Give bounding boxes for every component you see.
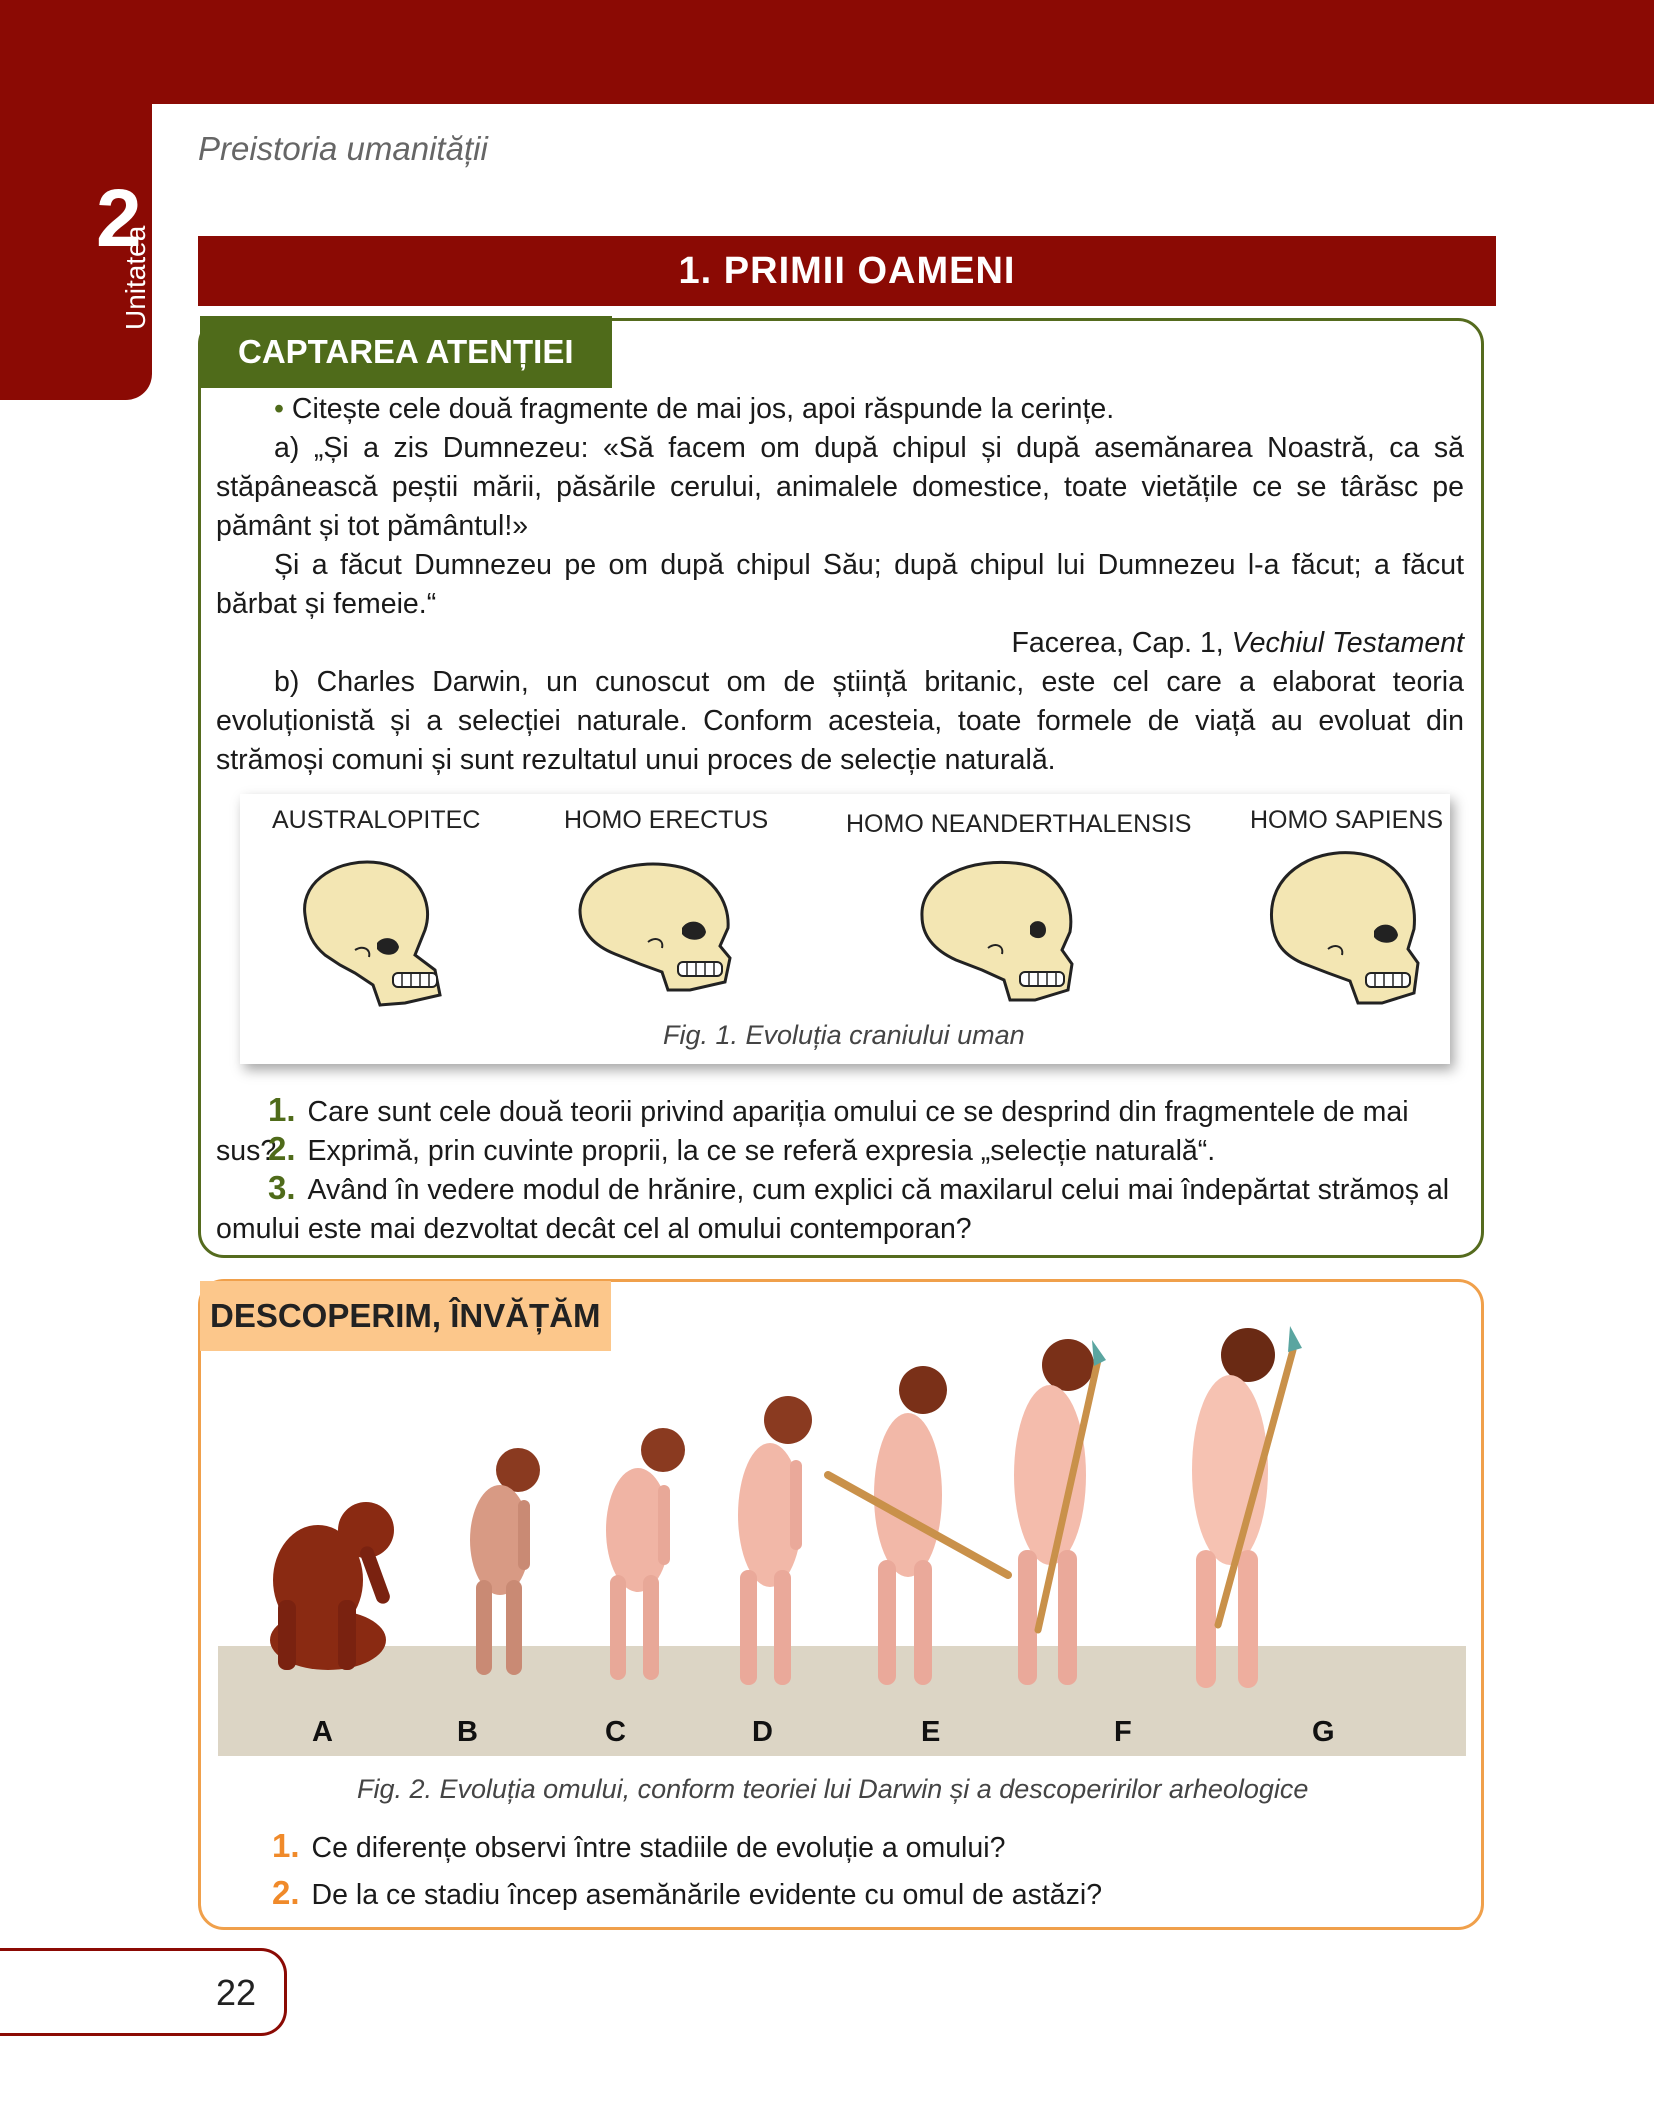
attention-section-tag: CAPTAREA ATENȚIEI <box>200 316 612 388</box>
attention-question-3 <box>216 1168 1466 1249</box>
homo-erectus-skull-illustration <box>570 850 740 1000</box>
figure-1-caption: Fig. 1. Evoluția craniului uman <box>663 1020 1025 1050</box>
stage-a-figure <box>270 1502 394 1670</box>
stage-b-figure <box>470 1448 540 1675</box>
question-number: 3. <box>268 1169 296 1206</box>
question-number: 2. <box>272 1874 300 1911</box>
skull-label-homo-erectus: HOMO ERECTUS <box>564 806 769 834</box>
question-text: Ce diferențe observi între stadiile de evoluție a omului? <box>311 1832 1006 1864</box>
intro-text: Citește cele două fragmente de mai jos, apoi răspunde la cerințe. <box>291 393 1115 425</box>
source-book: Vechiul Testament <box>1231 627 1464 659</box>
lesson-title: 1. PRIMII OAMENI <box>198 236 1496 306</box>
question-number: 2. <box>268 1130 296 1167</box>
question-text: Având în vedere modul de hrănire, cum explici că maxilarul celui mai îndepărtat strămoș al omului este mai dezvoltat decât cel al omului contemporan? <box>216 1174 1450 1245</box>
homo-sapiens-skull-illustration <box>1262 845 1427 1020</box>
stage-letter-f: F <box>1114 1716 1132 1748</box>
fragment-a-paragraph-2: Și a făcut Dumnezeu pe om după chipul Său; după chipul lui Dumnezeu l-a făcut; a făcut bărbat și femeie.“ <box>216 549 1464 620</box>
discover-question-2 <box>216 1873 1466 1915</box>
stage-letter-a: A <box>312 1716 333 1748</box>
skull-label-australopitec: AUSTRALOPITEC <box>272 806 481 834</box>
skull-label-homo-sapiens: HOMO SAPIENS <box>1250 806 1444 834</box>
unit-number: 2 <box>96 173 142 264</box>
attention-question-2 <box>216 1129 1466 1171</box>
fragment-a-source <box>216 624 1464 663</box>
intro-paragraph <box>216 390 1464 429</box>
top-bar <box>0 0 1654 104</box>
question-number: 1. <box>272 1827 300 1864</box>
source-reference: Facerea, Cap. 1, <box>1011 627 1224 659</box>
skull-label-homo-neanderthalensis: HOMO NEANDERTHALENSIS <box>846 810 1192 838</box>
stage-f-figure <box>1014 1339 1106 1685</box>
chapter-subtitle: Preistoria umanității <box>198 130 488 167</box>
discover-section-tag: DESCOPERIM, ÎNVĂȚĂM <box>200 1281 611 1351</box>
bullet-icon: • <box>274 393 284 425</box>
stage-letter-g: G <box>1312 1716 1335 1748</box>
stage-letter-d: D <box>752 1716 773 1748</box>
figure-2-caption: Fig. 2. Evoluția omului, conform teoriei lui Darwin și a descoperirilor arheologice <box>357 1774 1309 1804</box>
stage-c-figure <box>606 1428 685 1680</box>
fragment-b-paragraph: b) Charles Darwin, un cunoscut om de știință britanic, este cel care a elaborat teoria evoluționistă și a selecției naturale. Conform acesteia, toate formele de viață au evoluat din strămoși comuni și sunt rezultatul unui proces de selecție naturală. <box>216 666 1464 776</box>
question-text: Care sunt cele două teorii privind apariția omului ce se desprind din fragmentele de mai sus? <box>216 1096 1409 1167</box>
unit-label: Unitatea <box>120 225 151 330</box>
australopitec-skull-illustration <box>285 845 455 1015</box>
question-text: Exprimă, prin cuvinte proprii, la ce se referă expresia „selecție naturală“. <box>307 1135 1216 1167</box>
fragment-a-paragraph-1: a) „Și a zis Dumnezeu: «Să facem om după chipul și după asemănarea Noastră, ca să stăpânească peștii mării, păsările cerului, animalele domestice, toate vietățile ce se târăsc pe pământ și tot pământul!» <box>216 432 1464 542</box>
discover-question-1 <box>216 1826 1466 1868</box>
question-number: 1. <box>268 1091 296 1128</box>
human-evolution-illustration <box>218 1320 1466 1720</box>
stage-letter-b: B <box>457 1716 478 1748</box>
homo-neanderthalensis-skull-illustration <box>910 850 1085 1010</box>
page-number: 22 <box>216 1972 257 2013</box>
question-text: De la ce stadiu încep asemănările evidente cu omul de astăzi? <box>311 1879 1103 1911</box>
stage-d-figure <box>738 1396 812 1685</box>
stage-letter-e: E <box>921 1716 941 1748</box>
stage-e-figure <box>828 1366 1008 1685</box>
stage-g-figure <box>1192 1326 1302 1688</box>
stage-letter-c: C <box>605 1716 626 1748</box>
